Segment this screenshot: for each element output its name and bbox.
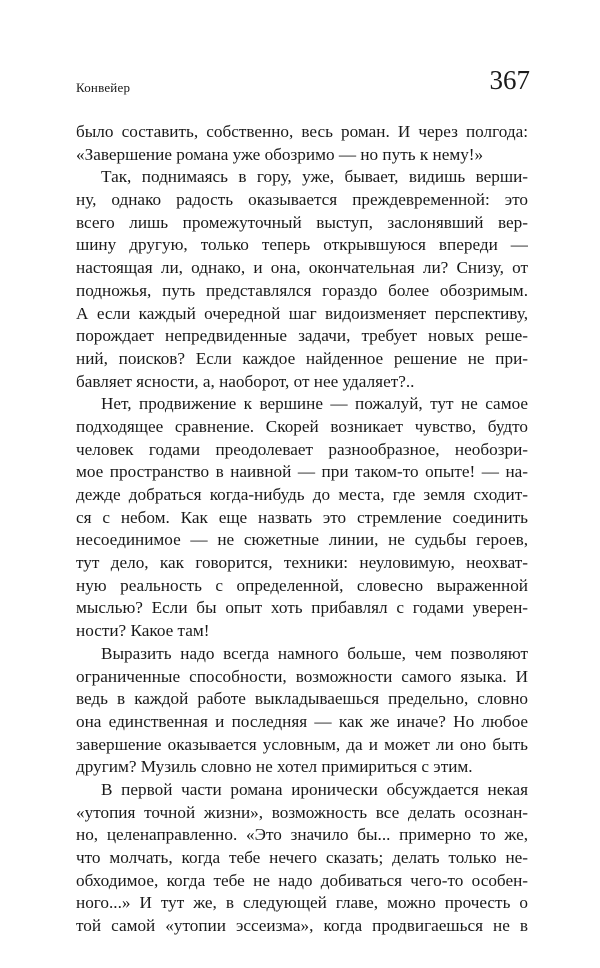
- text-line: В первой части романа иронически обсуждается некая: [101, 779, 528, 799]
- page-number: 367: [489, 65, 530, 95]
- text-line: бавляет ясности, а, наоборот, от нее удаляет?..: [76, 371, 415, 391]
- text-line: Нет, продвижение к вершине — пожалуй, тут не самое: [101, 394, 528, 414]
- text-line: ограниченные способности, возможности самого языка. И: [76, 666, 528, 686]
- running-title: Конвейер: [76, 80, 131, 95]
- text-line: той самой «утопии эссеизма», когда продвигаешься не в: [76, 916, 528, 936]
- text-line: обходимое, когда тебе не надо добиваться чего-то особен-: [76, 870, 528, 890]
- text-line: «утопия точной жизни», возможность все делать осознан-: [76, 802, 528, 822]
- text-line: ся с небом. Как еще назвать это стремление соединить: [76, 507, 528, 527]
- text-line: Выразить надо всегда намного больше, чем позволяют: [101, 643, 528, 663]
- text-line: мое пространство в наивной — при таком-то опыте! — на-: [76, 462, 528, 482]
- body-text: [76, 121, 528, 938]
- text-line: она единственная и последняя — как же иначе? Но любое: [76, 711, 528, 731]
- text-line: мыслью? Если бы опыт хоть прибавлял с годами уверен-: [76, 598, 528, 618]
- running-header: [76, 64, 530, 104]
- text-line: завершение оказывается условным, да и может ли оно быть: [76, 734, 528, 754]
- text-line: ну, однако радость оказывается преждевременной: это: [76, 190, 528, 210]
- text-line: порождает непредвиденные задачи, требует новых реше-: [76, 326, 528, 346]
- text-line: подножья, путь представлялся гораздо более обозримым.: [76, 280, 528, 300]
- text-line: подходящее сравнение. Скорей возникает чувство, будто: [76, 416, 528, 436]
- text-line: ную реальность с определенной, словесно выраженной: [76, 575, 528, 595]
- text-line: человек годами преодолевает разнообразное, необозри-: [76, 439, 528, 459]
- text-line: несоединимое — не сюжетные линии, не судьбы героев,: [76, 530, 528, 550]
- text-line: ности? Какое там!: [76, 621, 210, 641]
- text-line: ведь в каждой работе выкладываешься предельно, словно: [76, 689, 528, 709]
- text-line: ний, поисков? Если каждое найденное решение не при-: [76, 348, 528, 368]
- text-line: Так, поднимаясь в гору, уже, бывает, видишь верши-: [101, 167, 528, 187]
- text-line: дежде добраться когда-нибудь до места, где земля сходит-: [76, 485, 528, 504]
- text-line: шину другую, только теперь открывшуюся впереди —: [76, 235, 528, 255]
- text-line: было составить, собственно, весь роман. И через полгода:: [76, 122, 528, 141]
- text-line: настоящая ли, однако, и она, окончательная ли? Снизу, от: [76, 258, 528, 278]
- text-line: «Завершение романа уже обозримо — но путь к нему!»: [76, 144, 484, 164]
- text-line: другим? Музиль словно не хотел примириться с этим.: [76, 757, 473, 777]
- text-line: тут дело, как говорится, техники: неуловимую, неохват-: [76, 553, 528, 573]
- text-line: но, целенаправленно. «Это значило бы... примерно то же,: [76, 825, 528, 845]
- text-line: ного...» И тут же, в следующей главе, можно прочесть о: [76, 893, 528, 913]
- text-line: А если каждый очередной шаг видоизменяет перспективу,: [76, 303, 528, 323]
- text-line: что молчать, когда тебе нечего сказать; делать только не-: [76, 848, 528, 867]
- text-line: всего лишь промежуточный выступ, заслонявший вер-: [76, 212, 528, 232]
